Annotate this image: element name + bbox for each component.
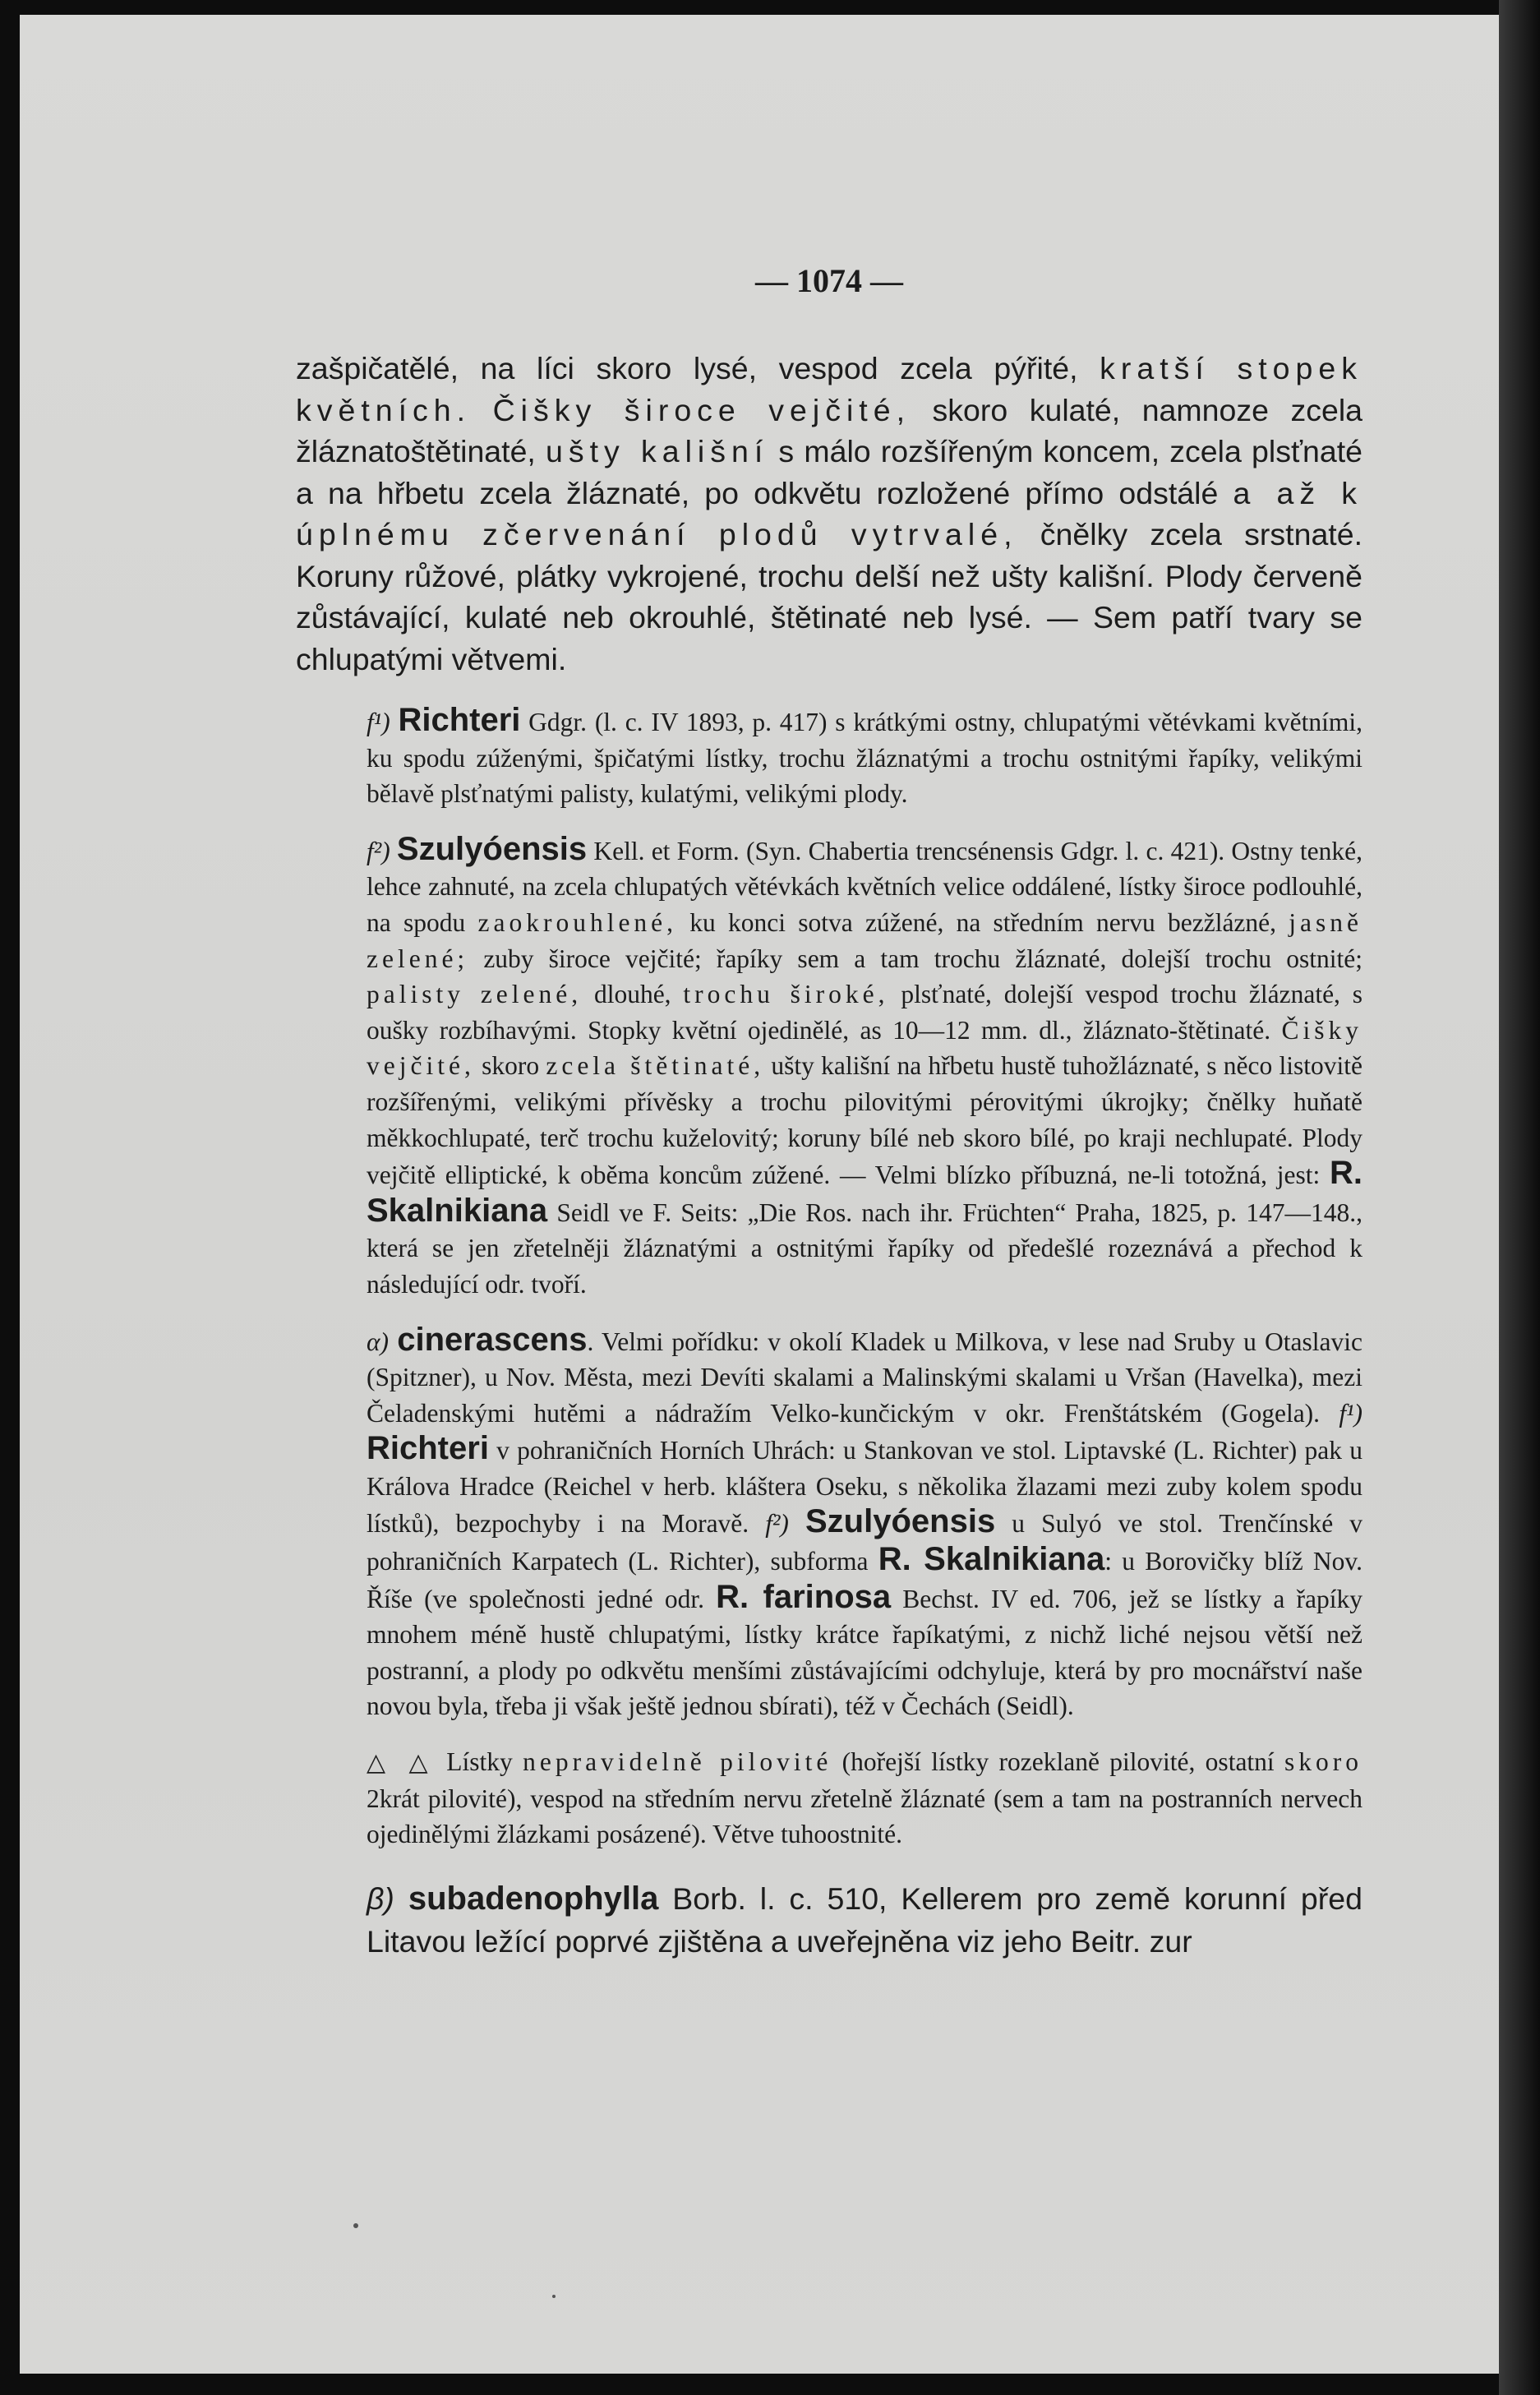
taxon-name: Szulyóensis bbox=[396, 830, 588, 867]
form-label: f¹) bbox=[1339, 1398, 1362, 1428]
text-run: : u Borovičky blíž Nov. Říše (ve společnosti jedné odr. bbox=[367, 1547, 1363, 1613]
text-run: Gdgr. (l. c. IV 1893, p. 417) s krátkými ostny, chlupatými větévkami květními, ku spodu zúženými, špičatými lístky, trochu žláznatými a trochu ostnitými řapíky, velikými bělavě plsťnatými palisty, kulatými, velikými plody. bbox=[367, 708, 1362, 809]
variety-label: β) bbox=[367, 1880, 394, 1916]
taxon-name: R. Skalnikiana bbox=[878, 1541, 1105, 1578]
text-run: dlouhé, bbox=[582, 980, 684, 1009]
spaced-text: nepravidelně pilovité bbox=[523, 1747, 832, 1777]
speck bbox=[552, 2295, 556, 2298]
spaced-text: trochu široké, bbox=[683, 980, 889, 1009]
text-run: ušty kališní na hřbetu hustě tuhožláznaté, s něco listovitě rozšířenými, velikými přívěsky a trochu pilovitými pérovitými úkrojky; čnělky huňatě měkkochlupaté, terč trochu kuželovitý; koruny bílé neb skoro bílé, po kraji nechlupaté. Plody vejčitě elliptické, k oběma koncům zúžené. — Velmi blízko příbuzná, ne-li totožná, jest: bbox=[367, 1051, 1362, 1190]
form-label: f¹) bbox=[367, 708, 390, 736]
page-text bbox=[296, 261, 1362, 1963]
text-run: Kell. et Form. (Syn. Chabertia trencsénensis Gdgr. l. c. 421). Ostny tenké, lehce zahnuté, na zcela chlupatých větévkách květních velice oddálené, lístky široce podlouhlé, na spodu bbox=[367, 836, 1362, 937]
text-run bbox=[471, 393, 493, 427]
text-run: (hořejší lístky rozeklaně pilovité, ostatní bbox=[832, 1747, 1284, 1777]
spaced-text: Čišky vejčité, bbox=[367, 1015, 1362, 1081]
paragraph-description bbox=[296, 348, 1362, 680]
triangle-icon: △ △ bbox=[367, 1749, 436, 1777]
text-run: u Sulyó ve stol. Trenčínské v pohraničních Karpatech (L. Richter), subforma bbox=[367, 1509, 1363, 1576]
text-run: s málo rozšířeným koncem, zcela plsťnaté a na hřbetu zcela žláznaté, po odkvětu rozložené přímo odstálé bbox=[296, 434, 1362, 510]
paragraph-szulyoensis bbox=[296, 832, 1362, 1303]
spaced-text: palisty zelené, bbox=[367, 980, 583, 1009]
spaced-text: zcela štětinaté, bbox=[546, 1051, 765, 1081]
taxon-name: Richteri bbox=[367, 1430, 489, 1467]
variety-label: α) bbox=[367, 1327, 390, 1356]
form-label: f²) bbox=[367, 836, 390, 865]
spaced-text: Čišky široce vejčité, bbox=[492, 392, 911, 427]
spaced-text: zaokrouhlené, bbox=[477, 907, 678, 937]
taxon-name: cinerascens bbox=[397, 1321, 588, 1358]
text-run: plsťnaté, dolejší vespod trochu žláznaté, s oušky rozbíhavými. Stopky květní ojedinělé, as 10—12 mm. dl., žláznato-štětinaté. bbox=[367, 980, 1363, 1045]
text-run: Bechst. IV ed. 706, jež se lístky a řapíky mnohem méně hustě chlupatými, lístky krátce řapíkatými, z nichž liché nejsou větší než postranní, a plody po odkvětu menšími zůstávajícími odchyluje, která by pro mocnářství naše novou byla, třeba ji však ještě jednou sbírati), též v Čechách (Seidl). bbox=[367, 1584, 1362, 1721]
text-run: Seidl ve F. Seits: „Die Ros. nach ihr. Früchten“ Praha, 1825, p. 147—148., která se jen zřetelněji žláznatými a ostnitými řapíky od předešlé rozeznává a přechod k následující odr. tvoří. bbox=[367, 1198, 1362, 1299]
page-number: — 1074 — bbox=[755, 262, 903, 299]
taxon-name: R. farinosa bbox=[716, 1578, 892, 1615]
scan-border bbox=[1499, 0, 1540, 2395]
text-run: . Velmi pořídku: v okolí Kladek u Milkova, v lese nad Sruby u Otaslavic (Spitzner), u Nov. Města, mezi Devíti skalami a Malinskými skalami u Vršan (Havelka), mezi Čeladenskými hutěmi a nádražím Velko-kunčickým v okr. Frenštátském (Gogela). bbox=[367, 1327, 1362, 1428]
text-run: Lístky bbox=[436, 1747, 523, 1777]
text-run: Borb. l. c. 510, Kellerem pro země korunní před Litavou ležící poprvé zjištěna a uveřejněna viz jeho Beitr. zur bbox=[367, 1880, 1362, 1959]
form-label: f²) bbox=[765, 1509, 789, 1539]
paragraph-triangles bbox=[296, 1744, 1362, 1853]
taxon-name: R. Skalnikiana bbox=[367, 1155, 1362, 1229]
spaced-text: skoro bbox=[1284, 1747, 1362, 1777]
paragraph-richteri bbox=[296, 703, 1362, 812]
text-run: zuby široce vejčité; řapíky sem a tam trochu žláznaté, dolejší trochu ostnité; bbox=[468, 944, 1362, 973]
spaced-text: ušty kališní bbox=[546, 434, 769, 468]
speck bbox=[353, 2223, 358, 2228]
text-run: 2krát pilovité), vespod na středním nervu zřetelně žláznaté (sem a tam na postranních nervech ojedinělými žlázkami posázené). Větve tuhoostnité. bbox=[367, 1784, 1362, 1849]
text-run: skoro bbox=[474, 1051, 546, 1081]
paragraph-subadenophylla bbox=[296, 1877, 1362, 1963]
text-run: zašpičatělé, na líci skoro lysé, vespod zcela pýřité, bbox=[296, 351, 1100, 385]
spaced-text: a až k úplnému zčervenání plodů vytrvalé, bbox=[296, 475, 1362, 551]
taxon-name: Szulyóensis bbox=[805, 1503, 996, 1540]
text-run: skoro kulaté, namnoze zcela žláznatoštětinaté, bbox=[296, 392, 1363, 468]
paragraph-localities bbox=[296, 1322, 1362, 1725]
text-run: v pohraničních Horních Uhrách: u Stankovan ve stol. Liptavské (L. Richter) pak u Králova Hradce (Reichel v herb. kláštera Oseku, s několika žlazami mezi zuby kolem spodu lístků), bezpochyby i na Moravě. bbox=[367, 1436, 1362, 1539]
spaced-text: jasně zelené; bbox=[367, 907, 1362, 973]
text-run: čnělky zcela srstnaté. Koruny růžové, plátky vykrojené, trochu delší než ušty kališní. Plody červeně zůstávající, kulaté neb okrouhlé, štětinaté neb lysé. — Sem patří tvary se chlupatými větvemi. bbox=[296, 517, 1362, 676]
text-run: ku konci sotva zúžené, na středním nervu bezžlázné, bbox=[677, 907, 1289, 937]
taxon-name: subadenophylla bbox=[408, 1880, 659, 1917]
spaced-text: kratší stopek květních. bbox=[296, 351, 1362, 427]
taxon-name: Richteri bbox=[398, 702, 521, 738]
